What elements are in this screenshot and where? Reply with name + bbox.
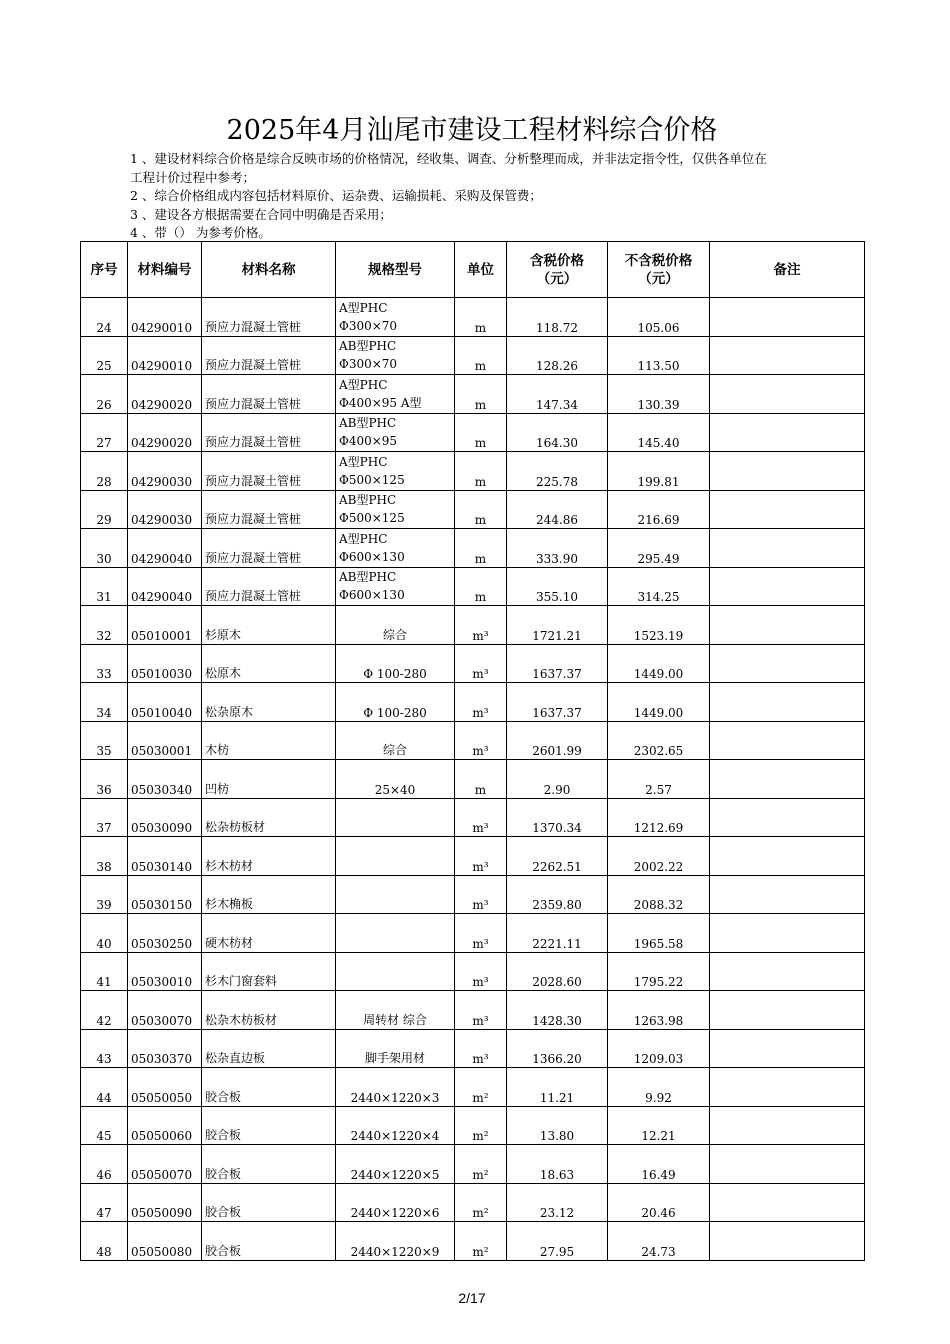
cell-code: 05050090 [128,1183,202,1222]
cell-name: 预应力混凝土管桩 [202,336,336,375]
cell-notax-price: 1449.00 [608,683,710,722]
cell-code: 05010030 [128,644,202,683]
page-title: 2025年4月汕尾市建设工程材料综合价格 [226,115,718,146]
cell-unit: m³ [455,952,507,991]
cell-spec [336,529,455,568]
cell-unit: m² [455,1145,507,1184]
cell-unit: m [455,529,507,568]
cell-name: 预应力混凝土管桩 [202,567,336,606]
cell-tax-price: 13.80 [507,1106,608,1145]
table-header-row [81,242,865,298]
cell-notax-price: 2002.22 [608,837,710,876]
table-row [81,1222,865,1261]
table-row [81,1029,865,1068]
cell-unit: m³ [455,914,507,953]
cell-unit: m [455,490,507,529]
table-row [81,606,865,645]
cell-tax-price: 355.10 [507,567,608,606]
cell-note [710,837,865,876]
cell-notax-price: 314.25 [608,567,710,606]
table-row [81,721,865,760]
cell-note [710,952,865,991]
cell-unit: m [455,413,507,452]
cell-code: 05030090 [128,798,202,837]
cell-note [710,298,865,337]
cell-name: 胶合板 [202,1183,336,1222]
header-index: 序号 [81,242,128,298]
cell-tax-price: 118.72 [507,298,608,337]
cell-name: 松杂原木 [202,683,336,722]
table-row [81,914,865,953]
cell-tax-price: 2359.80 [507,875,608,914]
cell-code: 05030370 [128,1029,202,1068]
cell-unit: m² [455,1106,507,1145]
cell-tax-price: 164.30 [507,413,608,452]
cell-index: 24 [81,298,128,337]
cell-tax-price: 2601.99 [507,721,608,760]
cell-tax-price: 27.95 [507,1222,608,1261]
cell-index: 32 [81,606,128,645]
cell-unit: m³ [455,644,507,683]
cell-spec: 2440×1220×5 [336,1145,455,1184]
cell-tax-price: 2262.51 [507,837,608,876]
cell-notax-price: 24.73 [608,1222,710,1261]
table-row [81,1068,865,1107]
cell-notax-price: 113.50 [608,336,710,375]
cell-unit: m [455,452,507,491]
spec-line: Φ600×130 [339,549,405,564]
spec-line: A型PHC [339,531,388,546]
header-name: 材料名称 [202,242,336,298]
cell-unit: m² [455,1183,507,1222]
cell-tax-price: 2.90 [507,760,608,799]
cell-index: 37 [81,798,128,837]
cell-unit: m [455,336,507,375]
cell-code: 04290020 [128,413,202,452]
note-line: 4 、带（） 为参考价格。 [130,225,271,240]
cell-tax-price: 2028.60 [507,952,608,991]
table-row [81,991,865,1030]
cell-notax-price: 295.49 [608,529,710,568]
cell-code: 05010040 [128,683,202,722]
page-number: 2/17 [458,1290,486,1306]
header-spec: 规格型号 [336,242,455,298]
cell-spec [336,567,455,606]
table-row [81,1106,865,1145]
cell-spec [336,375,455,414]
cell-notax-price: 1449.00 [608,644,710,683]
cell-notax-price: 1212.69 [608,798,710,837]
cell-unit: m³ [455,798,507,837]
cell-index: 26 [81,375,128,414]
cell-notax-price: 105.06 [608,298,710,337]
cell-index: 38 [81,837,128,876]
cell-tax-price: 1721.21 [507,606,608,645]
spec-line: Φ500×125 [339,511,405,525]
table-row [81,798,865,837]
cell-spec: 综合 [336,721,455,760]
cell-name: 松杂枋板材 [202,798,336,837]
cell-code: 04290010 [128,298,202,337]
spec-line: Φ300×70 [339,318,398,333]
cell-spec [336,952,455,991]
cell-note [710,721,865,760]
cell-note [710,875,865,914]
cell-code: 04290020 [128,375,202,414]
spec-line: AB型PHC [339,416,397,430]
cell-code: 05030010 [128,952,202,991]
cell-index: 45 [81,1106,128,1145]
spec-line: Φ500×125 [339,472,405,487]
cell-code: 05030070 [128,991,202,1030]
cell-notax-price: 1523.19 [608,606,710,645]
cell-note [710,1029,865,1068]
cell-index: 42 [81,991,128,1030]
note-line: 工程计价过程中参考； [130,169,256,185]
cell-unit: m³ [455,1029,507,1068]
cell-spec: Φ 100-280 [336,644,455,683]
cell-spec [336,914,455,953]
cell-spec: 综合 [336,606,455,645]
cell-index: 29 [81,490,128,529]
note-line: 1 、建设材料综合价格是综合反映市场的价格情况，经收集、调查、分析整理而成，并非法定指令性，仅供各单位在 [130,151,767,166]
cell-tax-price: 225.78 [507,452,608,491]
cell-name: 预应力混凝土管桩 [202,298,336,337]
cell-index: 44 [81,1068,128,1107]
table-row [81,336,865,375]
spec-line: A型PHC [339,300,388,315]
table-row [81,490,865,529]
cell-notax-price: 20.46 [608,1183,710,1222]
cell-code: 04290030 [128,490,202,529]
cell-spec: Φ 100-280 [336,683,455,722]
note-line: 2 、综合价格组成内容包括材料原价、运杂费、运输损耗、采购及保管费； [130,188,542,203]
cell-name: 凹枋 [202,760,336,799]
cell-note [710,336,865,375]
cell-index: 46 [81,1145,128,1184]
cell-note [710,1183,865,1222]
cell-tax-price: 1428.30 [507,991,608,1030]
cell-name: 预应力混凝土管桩 [202,413,336,452]
cell-unit: m³ [455,606,507,645]
cell-code: 05050070 [128,1145,202,1184]
cell-name: 胶合板 [202,1222,336,1261]
cell-notax-price: 1965.58 [608,914,710,953]
cell-index: 36 [81,760,128,799]
cell-code: 05030340 [128,760,202,799]
cell-index: 31 [81,567,128,606]
spec-line: A型PHC [339,377,388,392]
cell-name: 预应力混凝土管桩 [202,490,336,529]
cell-notax-price: 2088.32 [608,875,710,914]
cell-note [710,1068,865,1107]
cell-index: 40 [81,914,128,953]
cell-unit: m² [455,1222,507,1261]
cell-index: 48 [81,1222,128,1261]
cell-tax-price: 333.90 [507,529,608,568]
cell-note [710,991,865,1030]
cell-unit: m³ [455,991,507,1030]
cell-note [710,1222,865,1261]
table-row [81,1183,865,1222]
cell-code: 05050050 [128,1068,202,1107]
cell-name: 杉木枋材 [202,837,336,876]
cell-index: 28 [81,452,128,491]
cell-note [710,606,865,645]
cell-name: 杉原木 [202,606,336,645]
cell-unit: m³ [455,721,507,760]
cell-note [710,760,865,799]
cell-spec [336,490,455,529]
cell-spec: 周转材 综合 [336,991,455,1030]
cell-name: 杉木门窗套料 [202,952,336,991]
cell-name: 松原木 [202,644,336,683]
spec-line: Φ400×95 [339,434,398,448]
cell-note [710,1106,865,1145]
cell-tax-price: 147.34 [507,375,608,414]
cell-tax-price: 128.26 [507,336,608,375]
cell-index: 41 [81,952,128,991]
cell-name: 硬木枋材 [202,914,336,953]
cell-note [710,567,865,606]
table-row [81,952,865,991]
cell-code: 05030250 [128,914,202,953]
cell-code: 05030150 [128,875,202,914]
cell-notax-price: 9.92 [608,1068,710,1107]
cell-unit: m² [455,1068,507,1107]
cell-name: 杉木桷板 [202,875,336,914]
cell-notax-price: 1209.03 [608,1029,710,1068]
table-row [81,1145,865,1184]
header-unit: 单位 [455,242,507,298]
cell-name: 预应力混凝土管桩 [202,529,336,568]
cell-name: 胶合板 [202,1145,336,1184]
cell-code: 04290010 [128,336,202,375]
cell-index: 27 [81,413,128,452]
table-row [81,683,865,722]
cell-note [710,452,865,491]
cell-tax-price: 23.12 [507,1183,608,1222]
cell-index: 35 [81,721,128,760]
cell-tax-price: 2221.11 [507,914,608,953]
cell-name: 胶合板 [202,1068,336,1107]
cell-note [710,683,865,722]
cell-spec: 25×40 [336,760,455,799]
cell-note [710,413,865,452]
spec-line: AB型PHC [339,339,397,353]
cell-note [710,798,865,837]
cell-spec [336,452,455,491]
notes-block [130,150,860,243]
table-row [81,644,865,683]
cell-tax-price: 244.86 [507,490,608,529]
cell-tax-price: 1637.37 [507,683,608,722]
table-row [81,529,865,568]
cell-spec [336,298,455,337]
cell-index: 39 [81,875,128,914]
cell-notax-price: 145.40 [608,413,710,452]
cell-tax-price: 1637.37 [507,644,608,683]
cell-spec [336,798,455,837]
note-line: 3 、建设各方根据需要在合同中明确是否采用； [130,206,392,222]
cell-spec [336,837,455,876]
cell-code: 05050060 [128,1106,202,1145]
cell-notax-price: 2.57 [608,760,710,799]
cell-index: 47 [81,1183,128,1222]
cell-notax-price: 199.81 [608,452,710,491]
header-notax-price: 不含税价格 （元） [608,242,710,298]
cell-unit: m³ [455,875,507,914]
cell-unit: m³ [455,837,507,876]
cell-notax-price: 130.39 [608,375,710,414]
cell-note [710,644,865,683]
header-code: 材料编号 [128,242,202,298]
spec-line: Φ600×130 [339,588,405,602]
cell-spec [336,413,455,452]
cell-spec: 2440×1220×3 [336,1068,455,1107]
table-row [81,837,865,876]
cell-notax-price: 16.49 [608,1145,710,1184]
cell-spec: 脚手架用材 [336,1029,455,1068]
cell-code: 05030140 [128,837,202,876]
spec-line: Φ300×70 [339,357,398,371]
cell-unit: m³ [455,683,507,722]
cell-unit: m [455,298,507,337]
cell-index: 34 [81,683,128,722]
spec-line: A型PHC [339,454,388,469]
cell-code: 04290030 [128,452,202,491]
cell-name: 松杂直边板 [202,1029,336,1068]
cell-index: 33 [81,644,128,683]
spec-line: Φ400×95 A型 [339,395,422,410]
cell-note [710,914,865,953]
cell-index: 25 [81,336,128,375]
cell-unit: m [455,760,507,799]
table-row [81,875,865,914]
cell-unit: m [455,567,507,606]
cell-index: 30 [81,529,128,568]
cell-notax-price: 216.69 [608,490,710,529]
cell-note [710,375,865,414]
table-row [81,760,865,799]
cell-spec: 2440×1220×6 [336,1183,455,1222]
cell-name: 胶合板 [202,1106,336,1145]
cell-spec: 2440×1220×4 [336,1106,455,1145]
cell-notax-price: 2302.65 [608,721,710,760]
materials-price-table [80,241,865,1261]
cell-unit: m [455,375,507,414]
cell-notax-price: 1795.22 [608,952,710,991]
cell-tax-price: 1366.20 [507,1029,608,1068]
table-body [81,298,865,1261]
table-row [81,567,865,606]
header-note: 备注 [710,242,865,298]
table-row [81,298,865,337]
cell-code: 05050080 [128,1222,202,1261]
cell-name: 松杂木枋板材 [202,991,336,1030]
cell-code: 05030001 [128,721,202,760]
cell-spec [336,875,455,914]
cell-name: 预应力混凝土管桩 [202,375,336,414]
cell-tax-price: 18.63 [507,1145,608,1184]
cell-code: 04290040 [128,529,202,568]
spec-line: AB型PHC [339,570,397,584]
cell-tax-price: 1370.34 [507,798,608,837]
cell-code: 05010001 [128,606,202,645]
cell-spec: 2440×1220×9 [336,1222,455,1261]
cell-name: 木枋 [202,721,336,760]
cell-tax-price: 11.21 [507,1068,608,1107]
cell-spec [336,336,455,375]
cell-notax-price: 12.21 [608,1106,710,1145]
table-row [81,375,865,414]
cell-note [710,529,865,568]
cell-notax-price: 1263.98 [608,991,710,1030]
header-tax-price: 含税价格 （元） [507,242,608,298]
table-row [81,413,865,452]
cell-name: 预应力混凝土管桩 [202,452,336,491]
cell-index: 43 [81,1029,128,1068]
table-row [81,452,865,491]
cell-code: 04290040 [128,567,202,606]
cell-note [710,1145,865,1184]
spec-line: AB型PHC [339,493,397,507]
cell-note [710,490,865,529]
